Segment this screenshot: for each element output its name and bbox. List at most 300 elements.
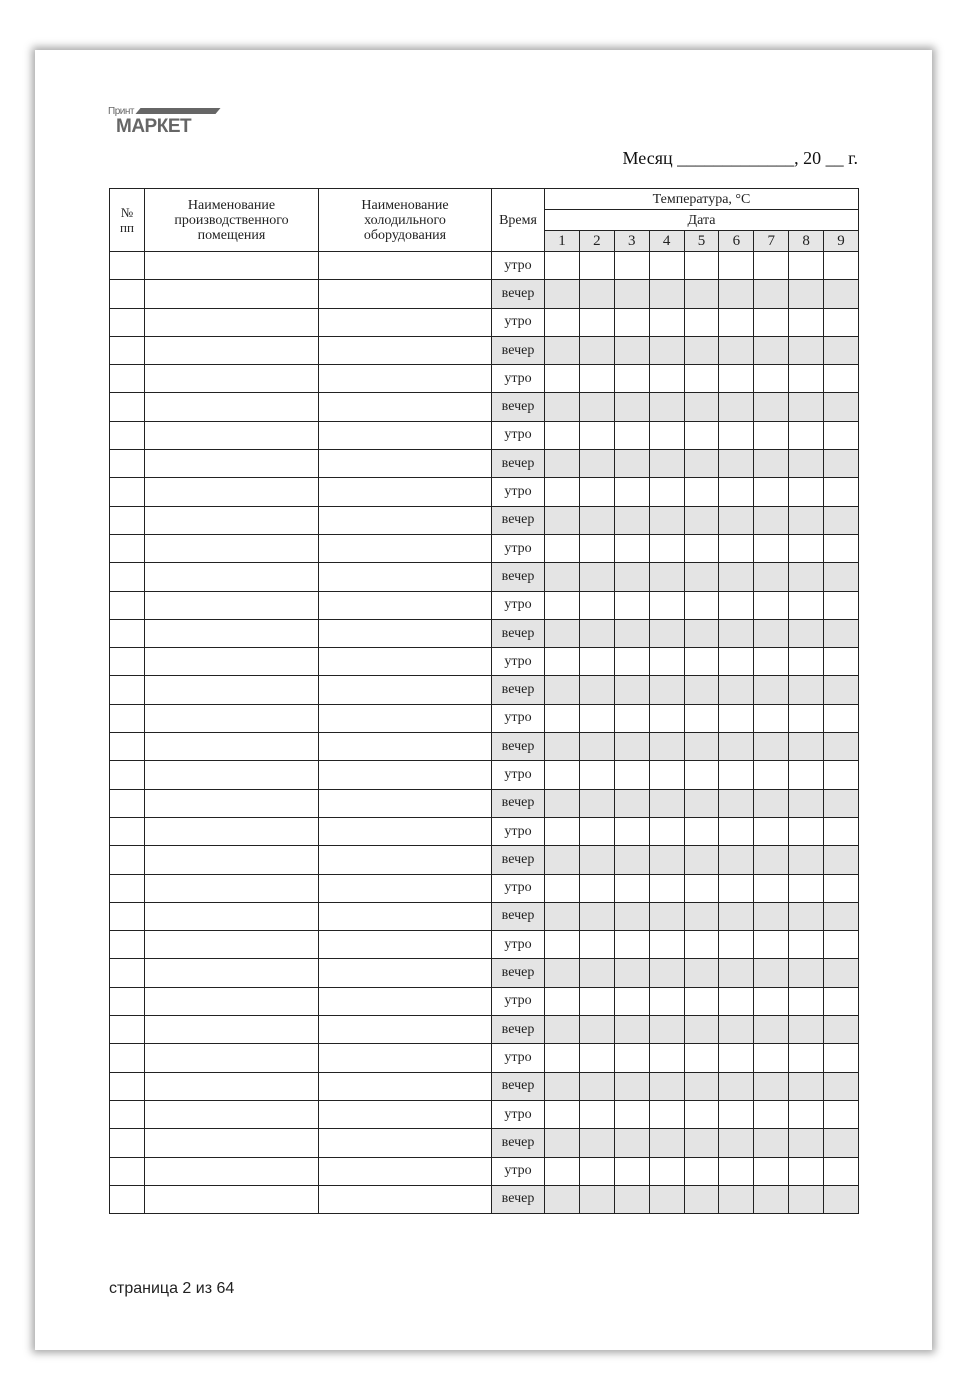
temperature-cell[interactable] (579, 1016, 614, 1044)
temperature-cell[interactable] (824, 1044, 859, 1072)
temperature-cell[interactable] (614, 959, 649, 987)
temperature-cell[interactable] (719, 1185, 754, 1213)
temperature-cell[interactable] (719, 308, 754, 336)
temperature-cell[interactable] (754, 1100, 789, 1128)
room-cell[interactable] (145, 902, 319, 930)
temperature-cell[interactable] (684, 1185, 719, 1213)
equipment-cell[interactable] (319, 676, 492, 704)
temperature-cell[interactable] (684, 336, 719, 364)
temperature-cell[interactable] (649, 563, 684, 591)
temperature-cell[interactable] (719, 1016, 754, 1044)
temperature-cell[interactable] (684, 506, 719, 534)
temperature-cell[interactable] (545, 534, 580, 562)
temperature-cell[interactable] (719, 336, 754, 364)
temperature-cell[interactable] (684, 365, 719, 393)
temperature-cell[interactable] (545, 252, 580, 280)
temperature-cell[interactable] (649, 1100, 684, 1128)
temperature-cell[interactable] (754, 450, 789, 478)
temperature-cell[interactable] (719, 676, 754, 704)
room-cell[interactable] (145, 421, 319, 449)
temperature-cell[interactable] (649, 280, 684, 308)
temperature-cell[interactable] (719, 931, 754, 959)
temperature-cell[interactable] (614, 789, 649, 817)
number-cell[interactable] (110, 987, 145, 1015)
temperature-cell[interactable] (789, 563, 824, 591)
temperature-cell[interactable] (789, 1157, 824, 1185)
temperature-cell[interactable] (789, 450, 824, 478)
temperature-cell[interactable] (579, 1129, 614, 1157)
temperature-cell[interactable] (684, 1129, 719, 1157)
temperature-cell[interactable] (545, 789, 580, 817)
temperature-cell[interactable] (754, 704, 789, 732)
temperature-cell[interactable] (649, 846, 684, 874)
temperature-cell[interactable] (754, 563, 789, 591)
temperature-cell[interactable] (684, 252, 719, 280)
temperature-cell[interactable] (579, 563, 614, 591)
equipment-cell[interactable] (319, 450, 492, 478)
equipment-cell[interactable] (319, 252, 492, 280)
temperature-cell[interactable] (684, 902, 719, 930)
temperature-cell[interactable] (754, 1072, 789, 1100)
equipment-cell[interactable] (319, 817, 492, 845)
equipment-cell[interactable] (319, 846, 492, 874)
temperature-cell[interactable] (719, 1157, 754, 1185)
temperature-cell[interactable] (545, 1100, 580, 1128)
temperature-cell[interactable] (649, 931, 684, 959)
number-cell[interactable] (110, 959, 145, 987)
temperature-cell[interactable] (719, 252, 754, 280)
temperature-cell[interactable] (684, 959, 719, 987)
temperature-cell[interactable] (545, 619, 580, 647)
number-cell[interactable] (110, 506, 145, 534)
temperature-cell[interactable] (824, 1072, 859, 1100)
temperature-cell[interactable] (754, 1016, 789, 1044)
temperature-cell[interactable] (614, 648, 649, 676)
temperature-cell[interactable] (754, 648, 789, 676)
temperature-cell[interactable] (824, 817, 859, 845)
temperature-cell[interactable] (684, 421, 719, 449)
temperature-cell[interactable] (649, 308, 684, 336)
temperature-cell[interactable] (754, 280, 789, 308)
temperature-cell[interactable] (789, 1129, 824, 1157)
room-cell[interactable] (145, 619, 319, 647)
room-cell[interactable] (145, 676, 319, 704)
number-cell[interactable] (110, 308, 145, 336)
temperature-cell[interactable] (754, 421, 789, 449)
temperature-cell[interactable] (649, 874, 684, 902)
equipment-cell[interactable] (319, 591, 492, 619)
temperature-cell[interactable] (824, 619, 859, 647)
temperature-cell[interactable] (719, 1100, 754, 1128)
temperature-cell[interactable] (579, 252, 614, 280)
temperature-cell[interactable] (649, 336, 684, 364)
temperature-cell[interactable] (614, 280, 649, 308)
temperature-cell[interactable] (545, 1157, 580, 1185)
temperature-cell[interactable] (824, 959, 859, 987)
temperature-cell[interactable] (579, 648, 614, 676)
number-cell[interactable] (110, 1044, 145, 1072)
temperature-cell[interactable] (614, 1044, 649, 1072)
temperature-cell[interactable] (614, 478, 649, 506)
temperature-cell[interactable] (719, 902, 754, 930)
equipment-cell[interactable] (319, 1044, 492, 1072)
temperature-cell[interactable] (719, 846, 754, 874)
temperature-cell[interactable] (754, 308, 789, 336)
temperature-cell[interactable] (824, 534, 859, 562)
room-cell[interactable] (145, 874, 319, 902)
temperature-cell[interactable] (684, 1016, 719, 1044)
temperature-cell[interactable] (649, 1044, 684, 1072)
temperature-cell[interactable] (754, 761, 789, 789)
temperature-cell[interactable] (649, 393, 684, 421)
temperature-cell[interactable] (824, 704, 859, 732)
equipment-cell[interactable] (319, 931, 492, 959)
temperature-cell[interactable] (649, 1016, 684, 1044)
temperature-cell[interactable] (649, 421, 684, 449)
temperature-cell[interactable] (684, 987, 719, 1015)
temperature-cell[interactable] (579, 1072, 614, 1100)
number-cell[interactable] (110, 1016, 145, 1044)
temperature-cell[interactable] (579, 846, 614, 874)
equipment-cell[interactable] (319, 393, 492, 421)
temperature-cell[interactable] (719, 421, 754, 449)
temperature-cell[interactable] (614, 902, 649, 930)
number-cell[interactable] (110, 619, 145, 647)
temperature-cell[interactable] (579, 761, 614, 789)
temperature-cell[interactable] (684, 846, 719, 874)
equipment-cell[interactable] (319, 874, 492, 902)
temperature-cell[interactable] (545, 987, 580, 1015)
temperature-cell[interactable] (579, 365, 614, 393)
temperature-cell[interactable] (545, 648, 580, 676)
temperature-cell[interactable] (684, 676, 719, 704)
temperature-cell[interactable] (789, 733, 824, 761)
temperature-cell[interactable] (824, 1016, 859, 1044)
temperature-cell[interactable] (824, 1129, 859, 1157)
temperature-cell[interactable] (684, 619, 719, 647)
temperature-cell[interactable] (754, 506, 789, 534)
temperature-cell[interactable] (614, 450, 649, 478)
number-cell[interactable] (110, 365, 145, 393)
temperature-cell[interactable] (789, 676, 824, 704)
room-cell[interactable] (145, 365, 319, 393)
temperature-cell[interactable] (719, 506, 754, 534)
temperature-cell[interactable] (684, 1157, 719, 1185)
temperature-cell[interactable] (789, 252, 824, 280)
temperature-cell[interactable] (754, 1157, 789, 1185)
temperature-cell[interactable] (579, 280, 614, 308)
number-cell[interactable] (110, 931, 145, 959)
equipment-cell[interactable] (319, 648, 492, 676)
temperature-cell[interactable] (614, 534, 649, 562)
equipment-cell[interactable] (319, 733, 492, 761)
temperature-cell[interactable] (579, 506, 614, 534)
number-cell[interactable] (110, 817, 145, 845)
temperature-cell[interactable] (824, 506, 859, 534)
number-cell[interactable] (110, 393, 145, 421)
room-cell[interactable] (145, 704, 319, 732)
temperature-cell[interactable] (684, 1044, 719, 1072)
temperature-cell[interactable] (649, 704, 684, 732)
temperature-cell[interactable] (824, 336, 859, 364)
temperature-cell[interactable] (579, 1157, 614, 1185)
room-cell[interactable] (145, 336, 319, 364)
temperature-cell[interactable] (824, 478, 859, 506)
temperature-cell[interactable] (614, 1157, 649, 1185)
temperature-cell[interactable] (649, 450, 684, 478)
temperature-cell[interactable] (649, 733, 684, 761)
temperature-cell[interactable] (579, 393, 614, 421)
temperature-cell[interactable] (754, 365, 789, 393)
room-cell[interactable] (145, 1185, 319, 1213)
equipment-cell[interactable] (319, 506, 492, 534)
number-cell[interactable] (110, 1157, 145, 1185)
number-cell[interactable] (110, 846, 145, 874)
equipment-cell[interactable] (319, 308, 492, 336)
number-cell[interactable] (110, 1185, 145, 1213)
temperature-cell[interactable] (684, 704, 719, 732)
temperature-cell[interactable] (754, 336, 789, 364)
temperature-cell[interactable] (614, 1072, 649, 1100)
temperature-cell[interactable] (649, 902, 684, 930)
temperature-cell[interactable] (719, 591, 754, 619)
number-cell[interactable] (110, 478, 145, 506)
temperature-cell[interactable] (684, 534, 719, 562)
temperature-cell[interactable] (684, 393, 719, 421)
equipment-cell[interactable] (319, 534, 492, 562)
room-cell[interactable] (145, 987, 319, 1015)
number-cell[interactable] (110, 1129, 145, 1157)
temperature-cell[interactable] (824, 308, 859, 336)
room-cell[interactable] (145, 1129, 319, 1157)
temperature-cell[interactable] (579, 733, 614, 761)
temperature-cell[interactable] (824, 393, 859, 421)
room-cell[interactable] (145, 733, 319, 761)
temperature-cell[interactable] (545, 365, 580, 393)
equipment-cell[interactable] (319, 789, 492, 817)
room-cell[interactable] (145, 931, 319, 959)
temperature-cell[interactable] (684, 308, 719, 336)
temperature-cell[interactable] (614, 336, 649, 364)
room-cell[interactable] (145, 761, 319, 789)
number-cell[interactable] (110, 336, 145, 364)
number-cell[interactable] (110, 1100, 145, 1128)
temperature-cell[interactable] (614, 846, 649, 874)
temperature-cell[interactable] (649, 789, 684, 817)
temperature-cell[interactable] (754, 733, 789, 761)
temperature-cell[interactable] (719, 648, 754, 676)
temperature-cell[interactable] (614, 987, 649, 1015)
equipment-cell[interactable] (319, 959, 492, 987)
temperature-cell[interactable] (579, 421, 614, 449)
temperature-cell[interactable] (754, 817, 789, 845)
temperature-cell[interactable] (719, 761, 754, 789)
temperature-cell[interactable] (789, 1016, 824, 1044)
number-cell[interactable] (110, 789, 145, 817)
room-cell[interactable] (145, 1100, 319, 1128)
equipment-cell[interactable] (319, 563, 492, 591)
equipment-cell[interactable] (319, 1100, 492, 1128)
room-cell[interactable] (145, 1072, 319, 1100)
temperature-cell[interactable] (719, 1044, 754, 1072)
temperature-cell[interactable] (754, 1129, 789, 1157)
temperature-cell[interactable] (789, 846, 824, 874)
temperature-cell[interactable] (614, 365, 649, 393)
number-cell[interactable] (110, 733, 145, 761)
room-cell[interactable] (145, 308, 319, 336)
temperature-cell[interactable] (579, 789, 614, 817)
temperature-cell[interactable] (684, 874, 719, 902)
temperature-cell[interactable] (545, 761, 580, 789)
temperature-cell[interactable] (754, 931, 789, 959)
temperature-cell[interactable] (614, 1016, 649, 1044)
temperature-cell[interactable] (824, 421, 859, 449)
temperature-cell[interactable] (719, 365, 754, 393)
room-cell[interactable] (145, 393, 319, 421)
temperature-cell[interactable] (789, 931, 824, 959)
temperature-cell[interactable] (754, 789, 789, 817)
temperature-cell[interactable] (545, 478, 580, 506)
temperature-cell[interactable] (824, 902, 859, 930)
temperature-cell[interactable] (754, 393, 789, 421)
equipment-cell[interactable] (319, 902, 492, 930)
temperature-cell[interactable] (824, 874, 859, 902)
temperature-cell[interactable] (719, 619, 754, 647)
temperature-cell[interactable] (614, 1185, 649, 1213)
temperature-cell[interactable] (824, 563, 859, 591)
temperature-cell[interactable] (684, 1072, 719, 1100)
temperature-cell[interactable] (754, 534, 789, 562)
equipment-cell[interactable] (319, 987, 492, 1015)
equipment-cell[interactable] (319, 1129, 492, 1157)
temperature-cell[interactable] (545, 1185, 580, 1213)
temperature-cell[interactable] (719, 1072, 754, 1100)
temperature-cell[interactable] (579, 959, 614, 987)
room-cell[interactable] (145, 506, 319, 534)
room-cell[interactable] (145, 591, 319, 619)
temperature-cell[interactable] (545, 308, 580, 336)
temperature-cell[interactable] (789, 506, 824, 534)
temperature-cell[interactable] (824, 648, 859, 676)
temperature-cell[interactable] (649, 676, 684, 704)
temperature-cell[interactable] (649, 648, 684, 676)
temperature-cell[interactable] (649, 534, 684, 562)
number-cell[interactable] (110, 534, 145, 562)
temperature-cell[interactable] (789, 1185, 824, 1213)
temperature-cell[interactable] (824, 987, 859, 1015)
temperature-cell[interactable] (614, 733, 649, 761)
number-cell[interactable] (110, 704, 145, 732)
equipment-cell[interactable] (319, 1016, 492, 1044)
temperature-cell[interactable] (614, 421, 649, 449)
temperature-cell[interactable] (649, 506, 684, 534)
temperature-cell[interactable] (684, 733, 719, 761)
temperature-cell[interactable] (614, 1129, 649, 1157)
temperature-cell[interactable] (579, 817, 614, 845)
temperature-cell[interactable] (824, 846, 859, 874)
temperature-cell[interactable] (719, 704, 754, 732)
temperature-cell[interactable] (545, 421, 580, 449)
temperature-cell[interactable] (824, 931, 859, 959)
temperature-cell[interactable] (789, 591, 824, 619)
temperature-cell[interactable] (614, 874, 649, 902)
temperature-cell[interactable] (824, 676, 859, 704)
temperature-cell[interactable] (579, 308, 614, 336)
temperature-cell[interactable] (614, 704, 649, 732)
temperature-cell[interactable] (579, 902, 614, 930)
temperature-cell[interactable] (545, 874, 580, 902)
temperature-cell[interactable] (614, 308, 649, 336)
equipment-cell[interactable] (319, 421, 492, 449)
room-cell[interactable] (145, 450, 319, 478)
temperature-cell[interactable] (649, 987, 684, 1015)
room-cell[interactable] (145, 252, 319, 280)
temperature-cell[interactable] (649, 252, 684, 280)
temperature-cell[interactable] (545, 959, 580, 987)
equipment-cell[interactable] (319, 365, 492, 393)
temperature-cell[interactable] (719, 534, 754, 562)
equipment-cell[interactable] (319, 619, 492, 647)
temperature-cell[interactable] (789, 648, 824, 676)
temperature-cell[interactable] (579, 534, 614, 562)
number-cell[interactable] (110, 676, 145, 704)
temperature-cell[interactable] (579, 336, 614, 364)
room-cell[interactable] (145, 1044, 319, 1072)
equipment-cell[interactable] (319, 1157, 492, 1185)
temperature-cell[interactable] (789, 421, 824, 449)
temperature-cell[interactable] (684, 1100, 719, 1128)
temperature-cell[interactable] (824, 761, 859, 789)
temperature-cell[interactable] (789, 336, 824, 364)
number-cell[interactable] (110, 591, 145, 619)
temperature-cell[interactable] (684, 817, 719, 845)
temperature-cell[interactable] (719, 789, 754, 817)
temperature-cell[interactable] (545, 336, 580, 364)
temperature-cell[interactable] (684, 931, 719, 959)
temperature-cell[interactable] (545, 280, 580, 308)
temperature-cell[interactable] (789, 1100, 824, 1128)
room-cell[interactable] (145, 846, 319, 874)
temperature-cell[interactable] (754, 987, 789, 1015)
temperature-cell[interactable] (754, 1044, 789, 1072)
room-cell[interactable] (145, 478, 319, 506)
temperature-cell[interactable] (684, 761, 719, 789)
temperature-cell[interactable] (614, 252, 649, 280)
temperature-cell[interactable] (789, 393, 824, 421)
temperature-cell[interactable] (649, 1072, 684, 1100)
temperature-cell[interactable] (579, 931, 614, 959)
room-cell[interactable] (145, 280, 319, 308)
temperature-cell[interactable] (684, 280, 719, 308)
temperature-cell[interactable] (614, 676, 649, 704)
temperature-cell[interactable] (754, 874, 789, 902)
temperature-cell[interactable] (824, 365, 859, 393)
temperature-cell[interactable] (684, 648, 719, 676)
temperature-cell[interactable] (579, 591, 614, 619)
temperature-cell[interactable] (719, 987, 754, 1015)
room-cell[interactable] (145, 1016, 319, 1044)
equipment-cell[interactable] (319, 704, 492, 732)
temperature-cell[interactable] (789, 534, 824, 562)
temperature-cell[interactable] (789, 280, 824, 308)
temperature-cell[interactable] (579, 1185, 614, 1213)
temperature-cell[interactable] (789, 478, 824, 506)
number-cell[interactable] (110, 280, 145, 308)
temperature-cell[interactable] (684, 563, 719, 591)
temperature-cell[interactable] (545, 1072, 580, 1100)
temperature-cell[interactable] (684, 450, 719, 478)
temperature-cell[interactable] (824, 1100, 859, 1128)
